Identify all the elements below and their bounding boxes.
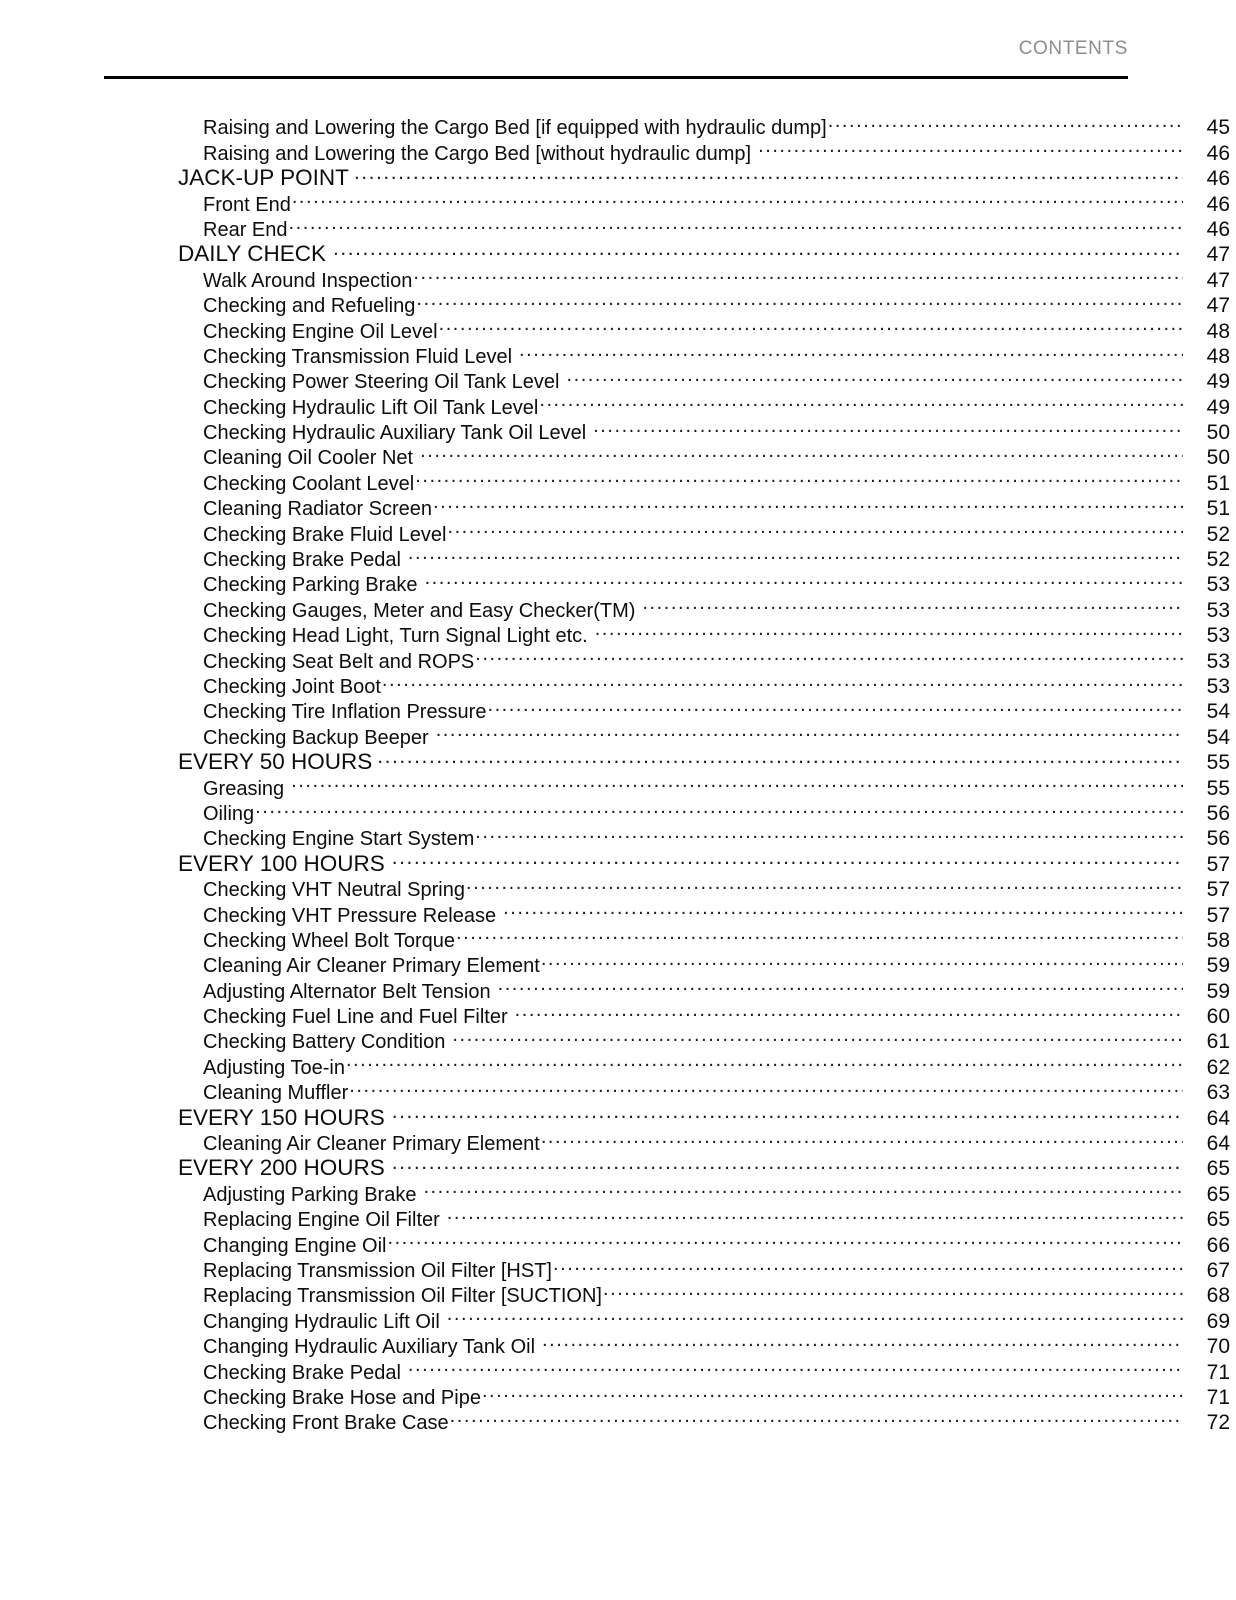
toc-entry-label: Checking Wheel Bolt Torque xyxy=(203,929,455,952)
toc-entry-page-number: 71 xyxy=(1206,1385,1230,1409)
toc-entry-label: Checking Engine Start System xyxy=(203,828,475,851)
toc-entry[interactable] xyxy=(0,998,1236,1029)
toc-dot-leader xyxy=(642,591,1183,616)
toc-dot-leader xyxy=(333,236,1183,261)
toc-entry-page-number: 57 xyxy=(1206,878,1230,902)
toc-entry-label: Checking VHT Pressure Release xyxy=(203,904,497,927)
toc-entry-page-number: 52 xyxy=(1206,548,1230,572)
toc-entry-page-number: 65 xyxy=(1206,1157,1230,1181)
toc-dot-leader xyxy=(439,312,1183,337)
toc-entry-page-number: 52 xyxy=(1206,522,1230,546)
toc-entry-label: Checking Hydraulic Auxiliary Tank Oil Level xyxy=(203,422,587,445)
toc-entry-label: Checking Tire Inflation Pressure xyxy=(203,701,487,724)
toc-entry-page-number: 55 xyxy=(1206,751,1230,775)
toc-entry-page-number: 59 xyxy=(1206,979,1230,1003)
toc-dot-leader xyxy=(541,947,1183,972)
toc-entry-label: Cleaning Radiator Screen xyxy=(203,498,433,521)
toc-entry-page-number: 64 xyxy=(1206,1106,1230,1130)
toc-entry[interactable] xyxy=(0,566,1236,597)
toc-entry-page-number: 67 xyxy=(1206,1258,1230,1282)
toc-dot-leader xyxy=(436,718,1183,743)
toc-entry[interactable] xyxy=(0,439,1236,470)
toc-dot-leader xyxy=(413,261,1183,286)
toc-entry-label: Cleaning Muffler xyxy=(203,1082,349,1105)
toc-entry-label: Checking Head Light, Turn Signal Light etc. xyxy=(203,625,588,648)
toc-entry-page-number: 45 xyxy=(1206,116,1230,140)
toc-entry-page-number: 56 xyxy=(1206,827,1230,851)
toc-entry[interactable] xyxy=(0,591,1236,622)
toc-entry-label: Checking Parking Brake xyxy=(203,574,418,597)
toc-dot-leader xyxy=(503,896,1183,921)
toc-dot-leader xyxy=(593,414,1183,439)
toc-entry[interactable] xyxy=(0,287,1236,318)
toc-dot-leader xyxy=(420,439,1183,464)
toc-entry-label: Adjusting Toe-in xyxy=(203,1056,345,1079)
header-rule xyxy=(104,76,1128,79)
toc-entry-page-number: 72 xyxy=(1206,1411,1230,1435)
toc-entry-label: Checking Front Brake Case xyxy=(203,1412,449,1435)
toc-dot-leader xyxy=(482,1379,1183,1404)
toc-entry-page-number: 71 xyxy=(1206,1360,1230,1384)
toc-entry-label: Checking Brake Fluid Level xyxy=(203,523,447,546)
toc-entry[interactable] xyxy=(0,947,1236,978)
toc-entry-page-number: 48 xyxy=(1206,319,1230,343)
toc-entry-label: Checking Brake Hose and Pipe xyxy=(203,1386,481,1409)
toc-entry[interactable] xyxy=(0,642,1236,673)
toc-dot-leader xyxy=(553,1252,1183,1277)
toc-dot-leader xyxy=(255,795,1183,820)
toc-entry-label: Checking VHT Neutral Spring xyxy=(203,879,465,902)
toc-dot-leader xyxy=(387,1226,1183,1251)
toc-entry-label: JACK-UP POINT xyxy=(178,165,349,191)
toc-dot-leader xyxy=(392,1099,1183,1124)
toc-entry[interactable] xyxy=(0,1201,1236,1232)
toc-entry-page-number: 51 xyxy=(1206,497,1230,521)
toc-entry-label: Oiling xyxy=(203,802,255,825)
toc-entry-page-number: 60 xyxy=(1206,1005,1230,1029)
toc-entry[interactable] xyxy=(0,1074,1236,1105)
toc-dot-leader xyxy=(487,693,1183,718)
toc-entry-label: Checking Transmission Fluid Level xyxy=(203,345,513,368)
toc-entry[interactable] xyxy=(0,845,1236,876)
toc-dot-leader xyxy=(392,845,1183,870)
toc-entry-label: Replacing Transmission Oil Filter [SUCTION] xyxy=(203,1285,602,1308)
toc-entry-page-number: 62 xyxy=(1206,1055,1230,1079)
toc-entry-label: Checking Backup Beeper xyxy=(203,726,429,749)
toc-dot-leader xyxy=(292,185,1183,210)
toc-dot-leader xyxy=(475,820,1183,845)
toc-entry-page-number: 56 xyxy=(1206,801,1230,825)
toc-dot-leader xyxy=(382,668,1183,693)
toc-entry-page-number: 47 xyxy=(1206,243,1230,267)
toc-entry-label: Cleaning Air Cleaner Primary Element xyxy=(203,955,540,978)
toc-dot-leader xyxy=(377,744,1183,769)
toc-entry-page-number: 70 xyxy=(1206,1335,1230,1359)
toc-entry[interactable] xyxy=(0,515,1236,546)
toc-dot-leader xyxy=(828,109,1183,134)
toc-entry[interactable] xyxy=(0,744,1236,775)
toc-entry-page-number: 53 xyxy=(1206,598,1230,622)
toc-entry-label: Checking Seat Belt and ROPS xyxy=(203,650,475,673)
toc-dot-leader xyxy=(539,388,1183,413)
toc-dot-leader xyxy=(758,134,1183,159)
toc-entry-label: Greasing xyxy=(203,777,285,800)
toc-entry-label: Checking Power Steering Oil Tank Level xyxy=(203,371,560,394)
toc-entry[interactable] xyxy=(0,464,1236,495)
toc-entry[interactable] xyxy=(0,1150,1236,1181)
toc-entry-page-number: 65 xyxy=(1206,1182,1230,1206)
toc-entry[interactable] xyxy=(0,1226,1236,1257)
toc-entry-page-number: 55 xyxy=(1206,776,1230,800)
toc-entry-label: Checking Hydraulic Lift Oil Tank Level xyxy=(203,396,539,419)
toc-entry[interactable] xyxy=(0,718,1236,749)
toc-dot-leader xyxy=(515,998,1183,1023)
toc-entry[interactable] xyxy=(0,1404,1236,1435)
toc-entry-page-number: 47 xyxy=(1206,268,1230,292)
toc-entry-label: Cleaning Air Cleaner Primary Element xyxy=(203,1133,540,1156)
toc-dot-leader xyxy=(566,363,1183,388)
toc-entry-page-number: 54 xyxy=(1206,700,1230,724)
toc-entry-label: Replacing Engine Oil Filter xyxy=(203,1209,440,1232)
toc-entry[interactable] xyxy=(0,363,1236,394)
toc-entry[interactable] xyxy=(0,668,1236,698)
toc-dot-leader xyxy=(416,287,1183,312)
toc-entry-label: Adjusting Parking Brake xyxy=(203,1183,417,1206)
toc-entry[interactable] xyxy=(0,1302,1236,1333)
toc-entry[interactable] xyxy=(0,541,1236,572)
toc-entry-page-number: 49 xyxy=(1206,370,1230,394)
toc-entry-page-number: 49 xyxy=(1206,395,1230,419)
toc-entry[interactable] xyxy=(0,972,1236,1003)
toc-dot-leader xyxy=(346,1048,1183,1073)
toc-entry[interactable] xyxy=(0,490,1236,521)
toc-entry[interactable] xyxy=(0,388,1236,419)
toc-entry-page-number: 46 xyxy=(1206,167,1230,191)
toc-dot-leader xyxy=(392,1150,1183,1175)
toc-entry[interactable] xyxy=(0,109,1236,140)
toc-entry-page-number: 63 xyxy=(1206,1081,1230,1105)
toc-dot-leader xyxy=(595,617,1183,642)
toc-entry-page-number: 53 xyxy=(1206,674,1230,698)
toc-entry-label: EVERY 200 HOURS xyxy=(178,1155,385,1181)
toc-dot-leader xyxy=(408,1353,1183,1378)
toc-entry-label: EVERY 100 HOURS xyxy=(178,850,385,876)
page-header-title: CONTENTS xyxy=(1018,38,1128,59)
toc-dot-leader xyxy=(466,871,1183,896)
toc-entry[interactable] xyxy=(0,693,1236,724)
toc-entry-page-number: 46 xyxy=(1206,192,1230,216)
toc-entry[interactable] xyxy=(0,1328,1236,1359)
toc-entry-page-number: 50 xyxy=(1206,446,1230,470)
toc-entry[interactable] xyxy=(0,312,1236,343)
toc-entry-page-number: 47 xyxy=(1206,294,1230,318)
toc-dot-leader xyxy=(289,211,1184,236)
toc-entry-label: Front End xyxy=(203,193,291,216)
toc-dot-leader xyxy=(291,769,1183,794)
toc-dot-leader xyxy=(519,338,1183,363)
toc-entry-page-number: 69 xyxy=(1206,1309,1230,1333)
toc-entry[interactable] xyxy=(0,338,1236,368)
toc-entry-label: DAILY CHECK xyxy=(178,241,326,267)
toc-entry[interactable] xyxy=(0,1099,1236,1130)
toc-entry[interactable] xyxy=(0,1023,1236,1054)
toc-entry-label: Raising and Lowering the Cargo Bed [if equipped with hydraulic dump] xyxy=(203,117,827,140)
toc-dot-leader xyxy=(425,566,1183,591)
toc-entry-label: Walk Around Inspection xyxy=(203,269,413,292)
toc-entry-label: EVERY 150 HOURS xyxy=(178,1104,385,1130)
toc-entry-label: Cleaning Oil Cooler Net xyxy=(203,447,414,470)
toc-entry-label: Replacing Transmission Oil Filter [HST] xyxy=(203,1259,552,1282)
toc-dot-leader xyxy=(475,642,1183,667)
toc-entry-label: Changing Hydraulic Lift Oil xyxy=(203,1310,440,1333)
toc-dot-leader xyxy=(452,1023,1183,1048)
toc-entry[interactable] xyxy=(0,1379,1236,1409)
toc-dot-leader xyxy=(450,1404,1183,1429)
toc-dot-leader xyxy=(498,972,1183,997)
toc-entry-label: Checking Engine Oil Level xyxy=(203,320,438,343)
toc-entry[interactable] xyxy=(0,820,1236,851)
toc-entry[interactable] xyxy=(0,922,1236,952)
toc-dot-leader xyxy=(415,464,1183,489)
table-of-contents xyxy=(0,109,1236,1435)
toc-entry-page-number: 61 xyxy=(1206,1030,1230,1054)
page-header xyxy=(104,38,1128,80)
toc-entry-page-number: 53 xyxy=(1206,573,1230,597)
toc-entry[interactable] xyxy=(0,896,1236,927)
toc-entry[interactable] xyxy=(0,236,1236,267)
toc-entry[interactable] xyxy=(0,1277,1236,1308)
toc-dot-leader xyxy=(603,1277,1183,1302)
toc-entry[interactable] xyxy=(0,1252,1236,1282)
toc-entry[interactable] xyxy=(0,160,1236,191)
toc-dot-leader xyxy=(349,1074,1183,1099)
toc-dot-leader xyxy=(433,490,1183,515)
toc-dot-leader xyxy=(447,1302,1183,1327)
toc-entry-label: Checking Brake Pedal xyxy=(203,549,401,572)
toc-entry-label: Checking Joint Boot xyxy=(203,675,381,698)
toc-entry[interactable] xyxy=(0,414,1236,445)
toc-entry-label: Checking Coolant Level xyxy=(203,472,415,495)
toc-entry-label: Checking Brake Pedal xyxy=(203,1361,401,1384)
toc-entry-label: EVERY 50 HOURS xyxy=(178,749,373,775)
toc-entry-page-number: 54 xyxy=(1206,725,1230,749)
toc-dot-leader xyxy=(354,160,1183,185)
toc-entry-page-number: 58 xyxy=(1206,928,1230,952)
toc-entry-label: Changing Hydraulic Auxiliary Tank Oil xyxy=(203,1336,536,1359)
toc-entry-label: Changing Engine Oil xyxy=(203,1234,387,1257)
toc-entry[interactable] xyxy=(0,1353,1236,1384)
toc-entry-page-number: 53 xyxy=(1206,649,1230,673)
toc-dot-leader xyxy=(408,541,1183,566)
toc-dot-leader xyxy=(542,1328,1183,1353)
toc-entry[interactable] xyxy=(0,617,1236,648)
toc-entry-page-number: 51 xyxy=(1206,471,1230,495)
toc-entry-label: Checking Battery Condition xyxy=(203,1031,446,1054)
toc-entry-page-number: 59 xyxy=(1206,954,1230,978)
toc-entry-page-number: 66 xyxy=(1206,1233,1230,1257)
toc-entry-page-number: 65 xyxy=(1206,1208,1230,1232)
toc-entry-page-number: 53 xyxy=(1206,624,1230,648)
toc-entry[interactable] xyxy=(0,1048,1236,1079)
toc-entry-page-number: 46 xyxy=(1206,217,1230,241)
toc-dot-leader xyxy=(423,1175,1183,1200)
toc-dot-leader xyxy=(541,1125,1183,1150)
toc-entry[interactable] xyxy=(0,795,1236,825)
toc-entry-page-number: 57 xyxy=(1206,852,1230,876)
toc-entry-page-number: 46 xyxy=(1206,141,1230,165)
toc-entry-label: Adjusting Alternator Belt Tension xyxy=(203,980,491,1003)
toc-dot-leader xyxy=(456,922,1183,947)
toc-entry-page-number: 50 xyxy=(1206,421,1230,445)
toc-entry-label: Checking and Refueling xyxy=(203,295,416,318)
toc-dot-leader xyxy=(447,515,1183,540)
toc-entry-page-number: 68 xyxy=(1206,1284,1230,1308)
toc-dot-leader xyxy=(447,1201,1183,1226)
toc-entry-label: Rear End xyxy=(203,218,288,241)
toc-entry-label: Checking Gauges, Meter and Easy Checker(TM) xyxy=(203,599,636,622)
toc-entry-page-number: 48 xyxy=(1206,344,1230,368)
toc-entry[interactable] xyxy=(0,211,1236,241)
toc-entry-label: Raising and Lowering the Cargo Bed [without hydraulic dump] xyxy=(203,142,752,165)
toc-entry-page-number: 57 xyxy=(1206,903,1230,927)
toc-entry-page-number: 64 xyxy=(1206,1132,1230,1156)
toc-entry-label: Checking Fuel Line and Fuel Filter xyxy=(203,1006,508,1029)
